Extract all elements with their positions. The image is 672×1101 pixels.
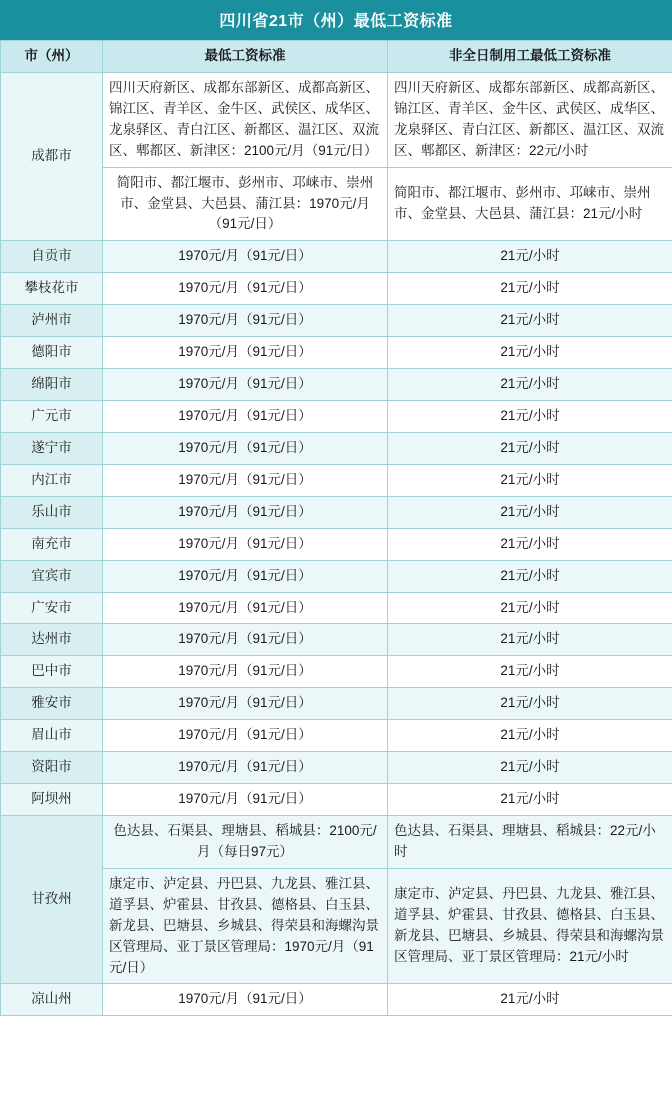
parttime-cell: 21元/小时 [388, 305, 672, 337]
wage-standard-table [0, 40, 672, 1016]
city-cell: 宜宾市 [1, 560, 103, 592]
table-row [1, 305, 672, 337]
table-row [1, 984, 672, 1016]
table-row [1, 752, 672, 784]
table-row [1, 464, 672, 496]
table-row [1, 400, 672, 432]
standard-cell: 简阳市、都江堰市、彭州市、邛崃市、崇州市、金堂县、大邑县、蒲江县：1970元/月（91元/日） [103, 167, 388, 241]
standard-cell: 四川天府新区、成都东部新区、成都高新区、锦江区、青羊区、金牛区、武侯区、成华区、龙泉驿区、青白江区、新都区、温江区、双流区、郫都区、新津区：2100元/月（91元/日） [103, 72, 388, 167]
table-row [1, 720, 672, 752]
column-header-parttime: 非全日制用工最低工资标准 [388, 41, 672, 73]
table-row [1, 624, 672, 656]
standard-cell: 1970元/月（91元/日） [103, 305, 388, 337]
table-header-row [1, 41, 672, 73]
parttime-cell: 21元/小时 [388, 656, 672, 688]
city-cell: 乐山市 [1, 496, 103, 528]
standard-cell: 1970元/月（91元/日） [103, 496, 388, 528]
column-header-city: 市（州） [1, 41, 103, 73]
standard-cell: 色达县、石渠县、理塘县、稻城县：2100元/月（每日97元） [103, 815, 388, 868]
standard-cell: 1970元/月（91元/日） [103, 432, 388, 464]
table-row [1, 241, 672, 273]
parttime-cell: 21元/小时 [388, 241, 672, 273]
table-row [1, 784, 672, 816]
city-cell: 德阳市 [1, 337, 103, 369]
city-cell: 遂宁市 [1, 432, 103, 464]
table-body [1, 72, 672, 1015]
standard-cell: 1970元/月（91元/日） [103, 464, 388, 496]
table-row [1, 656, 672, 688]
table-row [1, 273, 672, 305]
city-cell: 自贡市 [1, 241, 103, 273]
parttime-cell: 21元/小时 [388, 624, 672, 656]
parttime-cell: 21元/小时 [388, 400, 672, 432]
standard-cell: 1970元/月（91元/日） [103, 984, 388, 1016]
city-cell: 凉山州 [1, 984, 103, 1016]
parttime-cell: 21元/小时 [388, 752, 672, 784]
table-row [1, 528, 672, 560]
standard-cell: 1970元/月（91元/日） [103, 784, 388, 816]
page-title: 四川省21市（州）最低工资标准 [0, 0, 672, 40]
standard-cell: 康定市、泸定县、丹巴县、九龙县、雅江县、道孚县、炉霍县、甘孜县、德格县、白玉县、新龙县、巴塘县、乡城县、得荣县和海螺沟景区管理局、亚丁景区管理局：1970元/月（91元/日） [103, 868, 388, 984]
table-row [1, 337, 672, 369]
city-cell: 绵阳市 [1, 369, 103, 401]
city-cell: 南充市 [1, 528, 103, 560]
standard-cell: 1970元/月（91元/日） [103, 720, 388, 752]
standard-cell: 1970元/月（91元/日） [103, 241, 388, 273]
city-cell: 阿坝州 [1, 784, 103, 816]
parttime-cell: 21元/小时 [388, 369, 672, 401]
table-row [1, 592, 672, 624]
parttime-cell: 21元/小时 [388, 464, 672, 496]
standard-cell: 1970元/月（91元/日） [103, 624, 388, 656]
city-cell: 眉山市 [1, 720, 103, 752]
parttime-cell: 色达县、石渠县、理塘县、稻城县：22元/小时 [388, 815, 672, 868]
city-cell: 攀枝花市 [1, 273, 103, 305]
city-cell: 广安市 [1, 592, 103, 624]
table-row [1, 560, 672, 592]
table-row [1, 72, 672, 167]
standard-cell: 1970元/月（91元/日） [103, 656, 388, 688]
parttime-cell: 21元/小时 [388, 337, 672, 369]
standard-cell: 1970元/月（91元/日） [103, 592, 388, 624]
standard-cell: 1970元/月（91元/日） [103, 528, 388, 560]
table-row [1, 815, 672, 868]
parttime-cell: 21元/小时 [388, 688, 672, 720]
parttime-cell: 21元/小时 [388, 560, 672, 592]
column-header-standard: 最低工资标准 [103, 41, 388, 73]
parttime-cell: 21元/小时 [388, 720, 672, 752]
standard-cell: 1970元/月（91元/日） [103, 273, 388, 305]
table-row [1, 688, 672, 720]
city-cell: 巴中市 [1, 656, 103, 688]
parttime-cell: 21元/小时 [388, 784, 672, 816]
table-row [1, 432, 672, 464]
city-cell: 达州市 [1, 624, 103, 656]
parttime-cell: 21元/小时 [388, 273, 672, 305]
parttime-cell: 21元/小时 [388, 592, 672, 624]
standard-cell: 1970元/月（91元/日） [103, 369, 388, 401]
standard-cell: 1970元/月（91元/日） [103, 560, 388, 592]
parttime-cell: 四川天府新区、成都东部新区、成都高新区、锦江区、青羊区、金牛区、武侯区、成华区、龙泉驿区、青白江区、新都区、温江区、双流区、郫都区、新津区：22元/小时 [388, 72, 672, 167]
standard-cell: 1970元/月（91元/日） [103, 337, 388, 369]
standard-cell: 1970元/月（91元/日） [103, 752, 388, 784]
city-cell: 泸州市 [1, 305, 103, 337]
standard-cell: 1970元/月（91元/日） [103, 688, 388, 720]
standard-cell: 1970元/月（91元/日） [103, 400, 388, 432]
table-row [1, 496, 672, 528]
table-header [1, 41, 672, 73]
city-cell: 雅安市 [1, 688, 103, 720]
parttime-cell: 21元/小时 [388, 984, 672, 1016]
parttime-cell: 21元/小时 [388, 528, 672, 560]
city-cell: 内江市 [1, 464, 103, 496]
parttime-cell: 康定市、泸定县、丹巴县、九龙县、雅江县、道孚县、炉霍县、甘孜县、德格县、白玉县、新龙县、巴塘县、乡城县、得荣县和海螺沟景区管理局、亚丁景区管理局：21元/小时 [388, 868, 672, 984]
parttime-cell: 简阳市、都江堰市、彭州市、邛崃市、崇州市、金堂县、大邑县、蒲江县：21元/小时 [388, 167, 672, 241]
table-row [1, 369, 672, 401]
parttime-cell: 21元/小时 [388, 496, 672, 528]
city-cell: 广元市 [1, 400, 103, 432]
city-cell: 甘孜州 [1, 815, 103, 983]
city-cell: 成都市 [1, 72, 103, 240]
city-cell: 资阳市 [1, 752, 103, 784]
parttime-cell: 21元/小时 [388, 432, 672, 464]
